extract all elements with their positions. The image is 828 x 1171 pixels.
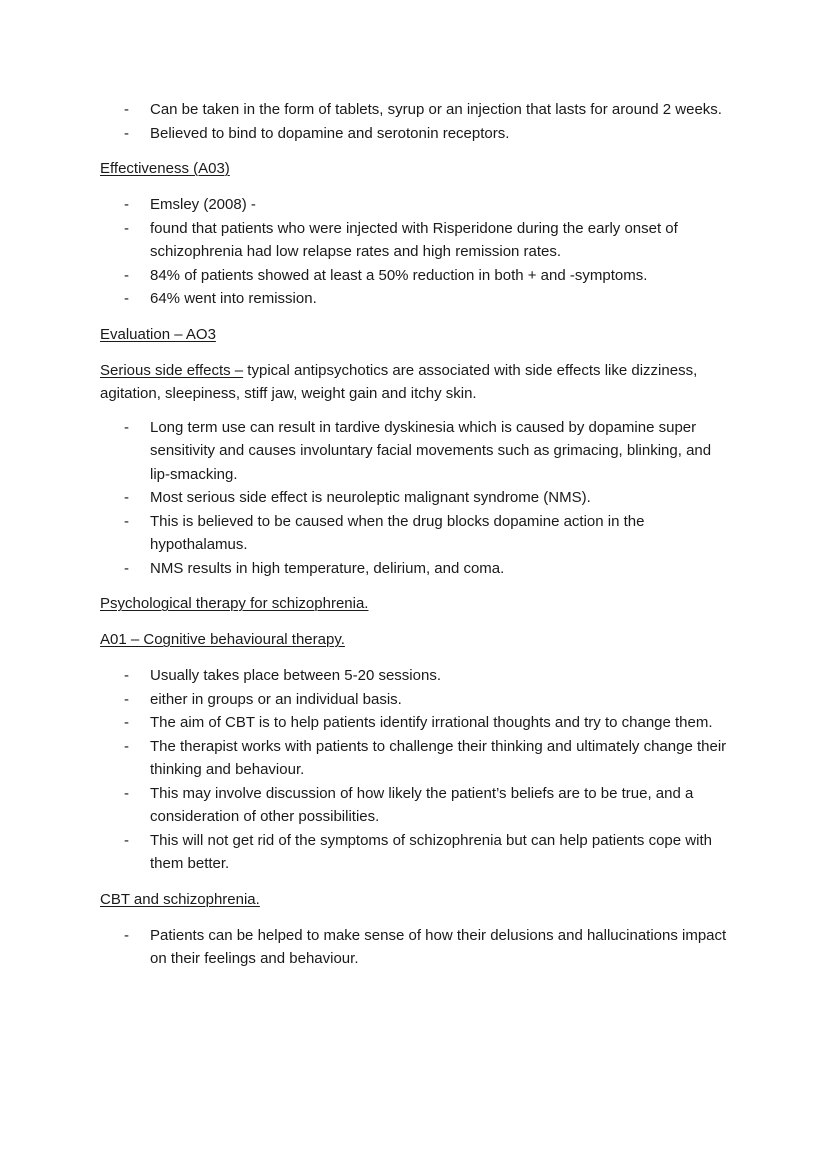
list-item-text: 84% of patients showed at least a 50% reduction in both + and -symptoms. [150,266,648,284]
list-item-text: Emsley (2008) - [150,196,256,213]
list-item-text: Can be taken in the form of tablets, syrup or an injection that lasts for around 2 weeks. [150,101,722,118]
dash-bullet: - [124,784,129,802]
dash-bullet: - [124,290,129,307]
side-effects-label: Serious side effects – [100,361,244,379]
list-item [100,924,730,971]
section-heading-effectiveness: Effectiveness (A03) [100,160,230,177]
list-item [100,287,730,311]
side-effects-paragraph [100,359,730,406]
list-item-text: Believed to bind to dopamine and serotonin receptors. [150,124,510,142]
dash-bullet: - [124,196,129,213]
dash-bullet: - [124,737,129,755]
cbt-schizophrenia-list [100,924,730,971]
list-item-text: Patients can be helped to make sense of how their delusions and hallucinations impact on their feelings and behaviour. [150,926,727,967]
list-item-text: This will not get rid of the symptoms of schizophrenia but can help patients cope with them better. [150,831,712,872]
list-item [100,711,730,735]
document-body [100,98,730,983]
list-item-text: The therapist works with patients to challenge their thinking and ultimately change their thinking and behaviour. [150,737,727,778]
list-item-text: This may involve discussion of how likely the patient’s beliefs are to be true, and a consideration of other possibilities. [150,784,694,825]
list-item [100,416,730,487]
list-item [100,217,730,264]
list-item [100,829,730,876]
list-item [100,264,730,288]
list-item [100,557,730,581]
administration-list [100,98,730,145]
list-item [100,98,730,122]
dash-bullet: - [124,219,129,237]
dash-bullet: - [124,512,129,530]
list-item-text: 64% went into remission. [150,290,317,307]
side-effects-text: typical antipsychotics are associated with side effects like dizziness, agitation, sleepiness, stiff jaw, weight gain and itchy skin. [100,361,698,402]
section-heading-cbt-schizophrenia: CBT and schizophrenia. [100,890,260,908]
list-item [100,782,730,829]
section-heading-evaluation: Evaluation – AO3 [100,325,216,343]
list-item-text: found that patients who were injected with Risperidone during the early onset of schizophrenia had low relapse rates and high remission rates. [150,219,678,260]
list-item-text: either in groups or an individual basis. [150,690,402,708]
list-item [100,735,730,782]
list-item [100,193,730,217]
list-item [100,486,730,510]
list-item [100,510,730,557]
list-item [100,122,730,146]
dash-bullet: - [124,714,129,731]
dash-bullet: - [124,101,129,118]
dash-bullet: - [124,124,129,142]
section-heading-cbt: A01 – Cognitive behavioural therapy. [100,631,345,648]
list-item-text: This is believed to be caused when the drug blocks dopamine action in the hypothalamus. [150,512,645,553]
side-effects-list [100,416,730,581]
dash-bullet: - [124,418,129,436]
dash-bullet: - [124,667,129,684]
section-heading-psychological-therapy: Psychological therapy for schizophrenia. [100,595,369,612]
list-item [100,664,730,688]
effectiveness-list [100,193,730,311]
list-item [100,688,730,712]
dash-bullet: - [124,489,129,506]
list-item-text: Most serious side effect is neuroleptic malignant syndrome (NMS). [150,489,591,506]
dash-bullet: - [124,831,129,849]
dash-bullet: - [124,266,129,284]
list-item-text: The aim of CBT is to help patients identify irrational thoughts and try to change them. [150,714,713,731]
dash-bullet: - [124,559,129,577]
list-item-text: Long term use can result in tardive dyskinesia which is caused by dopamine super sensitivity and causes involuntary facial movements such as grimacing, blinking, and lip-smacking. [150,418,712,483]
cbt-list [100,664,730,876]
list-item-text: NMS results in high temperature, delirium, and coma. [150,559,505,577]
dash-bullet: - [124,690,129,708]
dash-bullet: - [124,926,129,944]
list-item-text: Usually takes place between 5-20 sessions. [150,667,441,684]
